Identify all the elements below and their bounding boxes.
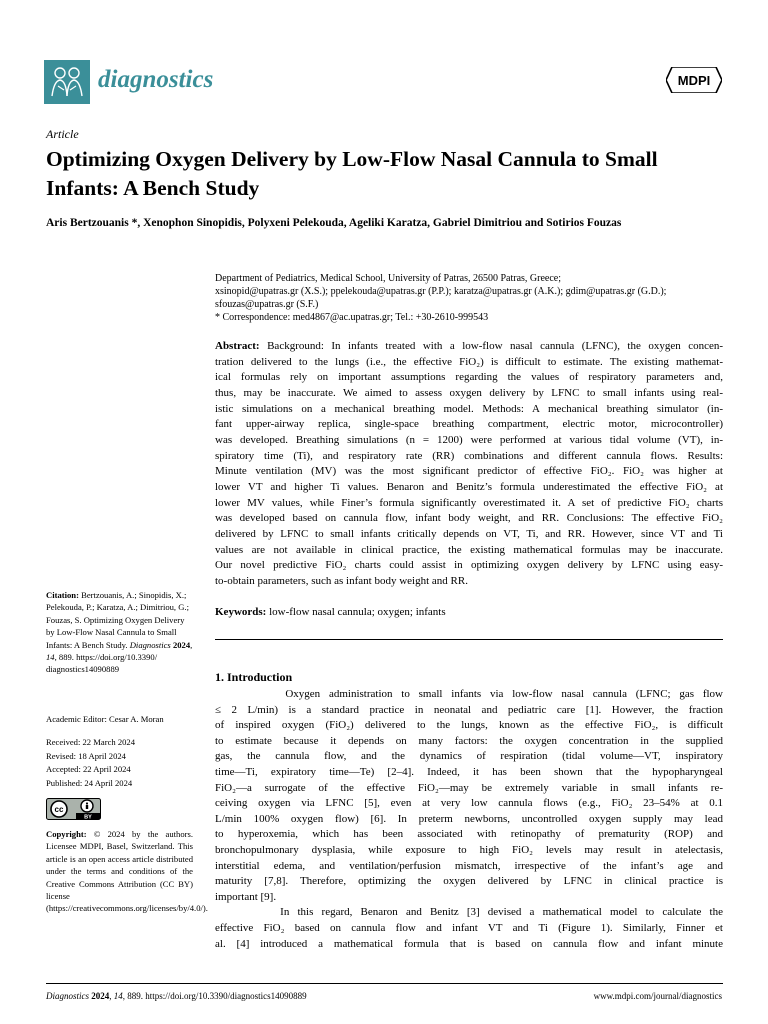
publication-dates xyxy=(46,736,193,790)
abstract-line: was developed. Breathing simulations (n = 1200) were performed at various tidal volume (VT), in- xyxy=(215,433,723,446)
intro-line: of inspired oxygen (FiO₂) delivered to the lungs, known as the effective FiO₂, is difficult xyxy=(215,719,723,732)
intro-line: time—Ti, expiratory time—Te) [2–4]. Indeed, it has been shown that the hypopharyngeal xyxy=(215,765,723,778)
mdpi-logo-text: MDPI xyxy=(677,73,711,88)
introduction-body xyxy=(215,687,723,952)
affiliation-department: Department of Pediatrics, Medical School, University of Patras, 26500 Patras, Greece; xyxy=(215,273,562,284)
abstract-line: Abstract: Background: In infants treated with a low-flow nasal cannula (LFNC), the oxygen concen- xyxy=(215,340,724,352)
intro-line: Oxygen administration to small infants via low-flow nasal cannula (LFNC; gas flow xyxy=(215,688,723,700)
abstract-line: to-obtain parameters, such as infant body weight and RR. xyxy=(215,574,468,587)
abstract-line: lower VT and higher Ti values. Benaron and Benitz’s formula underestimated the effective FiO₂ at xyxy=(215,480,723,493)
footer-journal-url[interactable]: www.mdpi.com/journal/diagnostics xyxy=(593,991,722,1001)
abstract-line: was developed based on cannula flow, infant body weight, and RR. Conclusions: The effective FiO₂ xyxy=(215,512,723,525)
intro-line: interstitial edema, and ventilation/perfusion mismatch, irrespective of the infant’s age and xyxy=(215,859,723,872)
journal-name[interactable]: diagnostics xyxy=(98,66,214,93)
keywords xyxy=(215,606,723,618)
section-heading: 1. Introduction xyxy=(215,670,293,684)
correspondence[interactable]: * Correspondence: med4867@ac.upatras.gr; Tel.: +30-2610-999543 xyxy=(215,312,489,323)
accepted-date: Accepted: 22 April 2024 xyxy=(46,764,131,775)
keywords-text: low-flow nasal cannula; oxygen; infants xyxy=(269,606,446,618)
mdpi-logo-icon xyxy=(666,67,722,93)
footer-divider xyxy=(46,983,723,984)
abstract-line: values are not available in clinical practice, the existing mathematical formulas may be inaccurate. xyxy=(215,543,723,556)
footer-doi[interactable]: 889. https://doi.org/10.3390/diagnostics14090889 xyxy=(127,991,307,1001)
abstract-line: ical formulas rely on important assumptions regarding the values of respiratory parameters and, xyxy=(215,371,723,384)
publisher-logo[interactable] xyxy=(666,67,722,93)
abstract-line: Minute ventilation (MV) was the most significant predictor of effective FiO₂. FiO₂ was higher at xyxy=(215,465,723,478)
abstract xyxy=(215,339,723,590)
abstract-line: tration delivered to the lungs (i.e., the effective FiO₂) is difficult to estimate. The existing mathemat- xyxy=(215,355,723,368)
cc-badge-text: BY xyxy=(84,814,92,820)
citation-label: Citation: xyxy=(46,590,79,600)
intro-line: gas, the cannula flow, and the dynamics of respiration (tidal volume—VT, inspiratory xyxy=(215,750,723,763)
copyright-label: Copyright: xyxy=(46,829,87,839)
journal-logo xyxy=(44,60,90,104)
cc-by-icon xyxy=(46,798,101,820)
section-divider xyxy=(215,639,723,640)
abstract-line: istic simulations on a mechanical breathing model. Methods: A mechanical breathing simulator (in- xyxy=(215,402,723,415)
affiliation-block xyxy=(215,272,725,324)
author-list: Aris Bertzouanis *, Xenophon Sinopidis, Polyxeni Pelekouda, Ageliki Karatza, Gabriel Dimitriou and Sotirios Fouzas xyxy=(46,217,622,229)
intro-line: important [9]. xyxy=(215,890,277,903)
affiliation-emails[interactable]: xsinopid@upatras.gr (X.S.); ppelekouda@upatras.gr (P.P.); karatza@upatras.gr (A.K.); gdim@upatras.gr (G.D.); xyxy=(215,286,667,297)
published-date: Published: 24 April 2024 xyxy=(46,777,133,788)
intro-line: ≤ 2 L/min) is a standard practice in neonatal and pediatric care [1]. However, the fraction xyxy=(215,703,723,716)
intro-line: bronchopulmonary dysplasia, while exposure to high FiO₂ levels may result in atelectasis, xyxy=(215,843,723,856)
abstract-line: spiratory time (Ti), and respiratory rate (RR) combinations and different cannula flows. Results: xyxy=(215,449,723,462)
intro-line: L/min 100% oxygen flow) [6]. In preterm newborns, uncontrolled oxygen supply may lead xyxy=(215,812,723,825)
abstract-line: delivered by LFNC to small infants critically depends on VT, Ti, and RR. However, since VT and Ti xyxy=(215,527,723,540)
copyright-block xyxy=(46,828,208,915)
intro-line: FiO₂—a surrogate of the effective FiO₂—may be extremely variable in small infants re- xyxy=(215,781,723,794)
footer-citation: Diagnostics 2024, 14, 889. https://doi.org/10.3390/diagnostics14090889 xyxy=(46,991,307,1001)
intro-line: ceiving oxygen via LFNC [5], even at very low cannula flows (e.g., FiO₂ 23–54% at 0.1 xyxy=(215,797,723,810)
people-icon xyxy=(44,60,90,104)
svg-text:cc: cc xyxy=(54,805,64,814)
intro-line: to hyperoxemia, which has been associated with retinopathy of prematurity (ROP) and xyxy=(215,828,723,841)
intro-line: In this regard, Benaron and Benitz [3] devised a mathematical model to calculate the xyxy=(215,906,723,919)
abstract-line: fant upper-airway replica, single-space breathing compartment, electric motor, microcontroller) xyxy=(215,418,723,431)
cc-by-license-badge[interactable] xyxy=(46,798,101,820)
received-date: Received: 22 March 2024 xyxy=(46,737,136,747)
keywords-label: Keywords: xyxy=(215,606,267,618)
article-type: Article xyxy=(46,127,79,141)
affiliation-emails-cont[interactable]: sfouzas@upatras.gr (S.F.) xyxy=(215,299,319,310)
intro-line: al. [4] introduced a mathematical formula that is based on cannula flow and infant minute xyxy=(215,937,723,950)
copyright-text: © 2024 by the authors. Licensee MDPI, Basel, Switzerland. This article is an open access article distributed under the terms and conditions of the Creative Commons Attribution (CC BY) license (https://creativecommons.org/licenses/by/4.0/). xyxy=(46,829,208,914)
abstract-label: Abstract: xyxy=(215,340,260,352)
abstract-line: Our novel predictive FiO₂ charts could assist in optimizing oxygen delivery by LFNC using easy- xyxy=(215,559,723,572)
intro-line: maturity [7,8]. Therefore, optimizing the oxygen delivered by LFNC in clinical practice is xyxy=(215,875,723,888)
abstract-line: lower MV values, while Finer’s formula significantly overestimated it. A set of predictive FiO₂ charts xyxy=(215,496,723,509)
citation-doi[interactable]: 889. https://doi.org/10.3390/ diagnostics14090889 xyxy=(46,652,158,675)
abstract-line: thus, may be inaccurate. We aimed to assess oxygen delivery by LFNC to small infants using real- xyxy=(215,386,723,399)
citation-block: Citation: Bertzouanis, A.; Sinopidis, X.; Pelekouda, P.; Karatza, A.; Dimitriou, G.; Fouzas, S. Optimizing Oxygen Delivery by Low-Flow Nasal Cannula to Small Infants: A Bench Study. Diagnostics 2024, 14, 889. https://doi.org/10.3390/ diagnostics14090889 xyxy=(46,590,193,675)
intro-line: effective FiO₂ based on cannula flow and infant VT and Ti (Figure 1). Similarly, Finner et xyxy=(215,921,723,934)
academic-editor: Academic Editor: Cesar A. Moran xyxy=(46,714,164,724)
revised-date: Revised: 18 April 2024 xyxy=(46,750,126,761)
intro-line: to estimate because it depends on many factors: the oxygen concentration in the supplied xyxy=(215,734,723,747)
article-title: Optimizing Oxygen Delivery by Low-Flow Nasal Cannula to Small Infants: A Bench Study xyxy=(46,147,658,200)
